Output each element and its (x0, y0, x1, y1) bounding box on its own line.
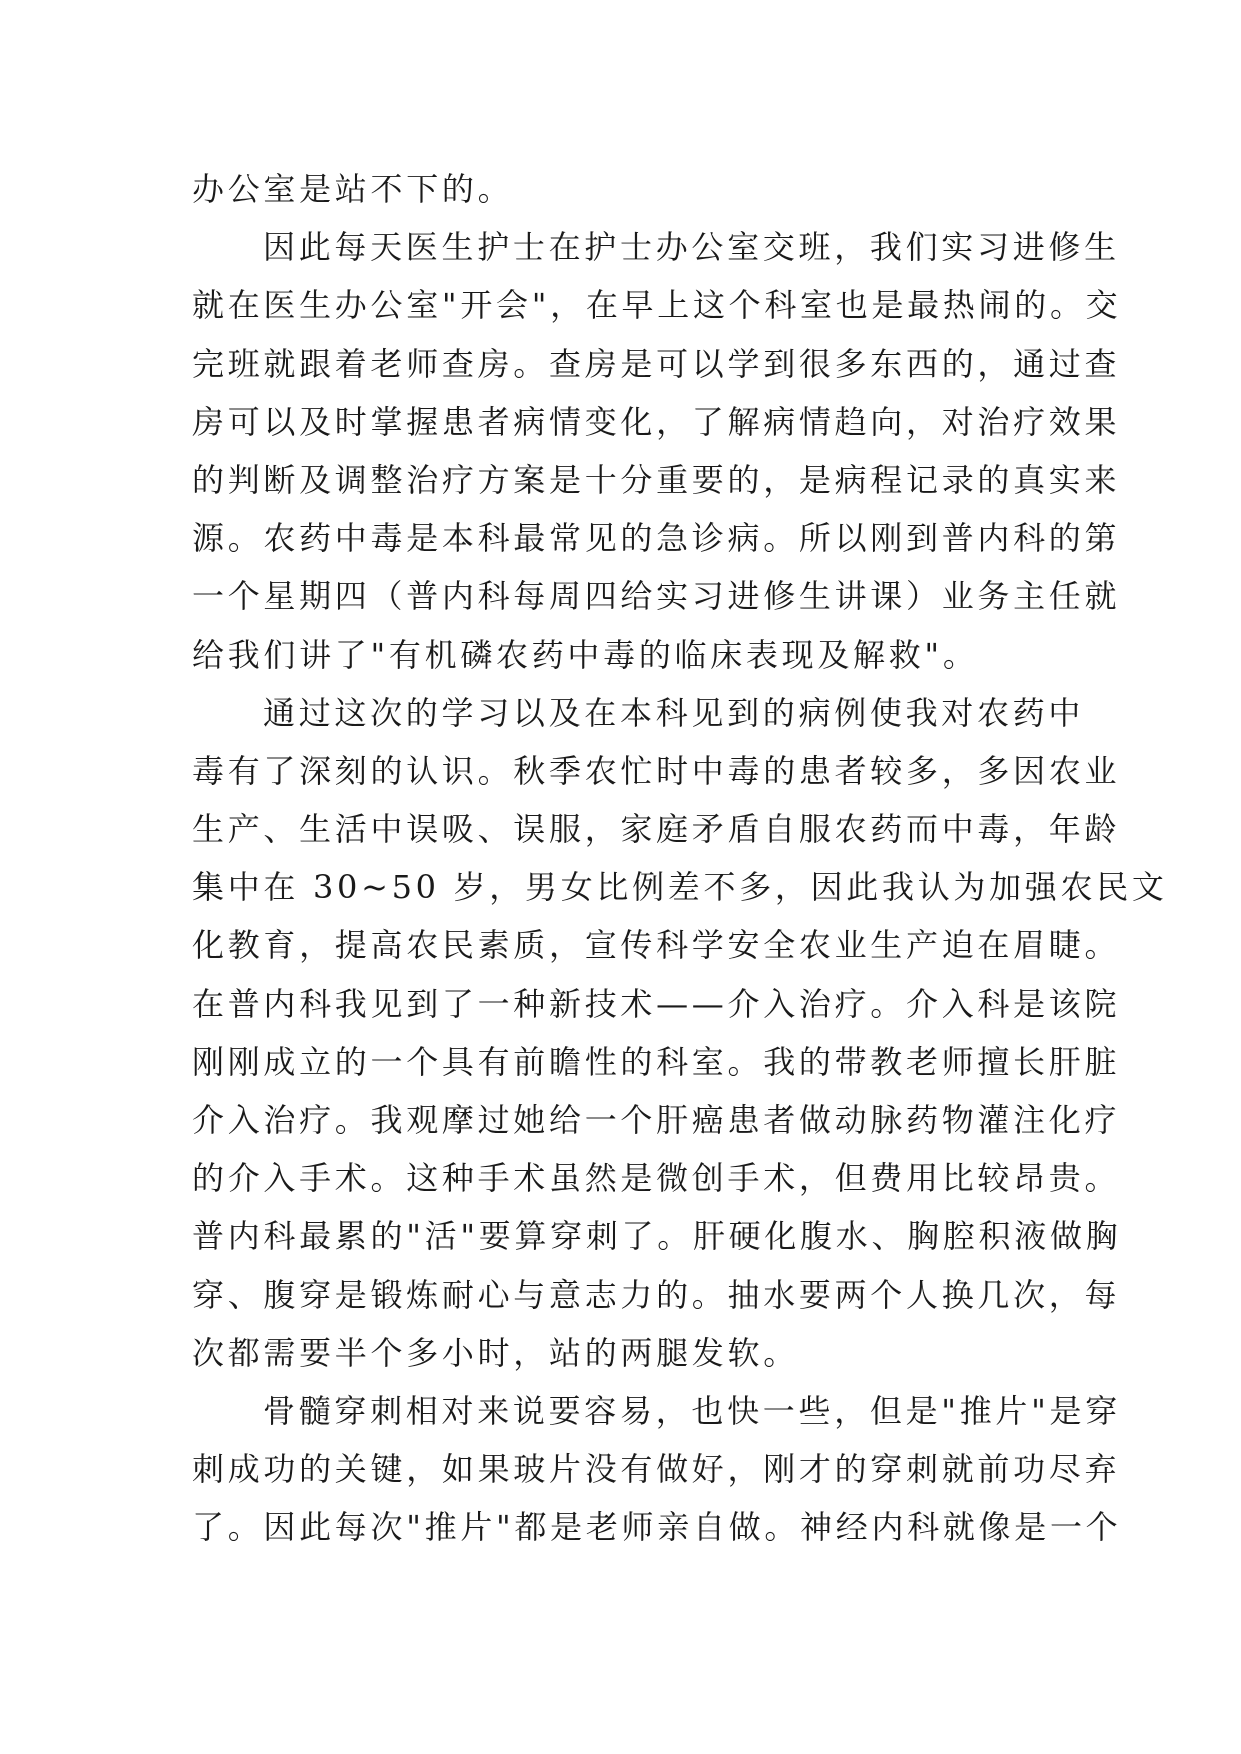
text-line: 办公室是站不下的。 (192, 170, 514, 208)
text-line: 源。农药中毒是本科最常见的急诊病。所以刚到普内科的第 (192, 519, 1121, 558)
text-line: 集中在 30~50 岁，男女比例差不多，因此我认为加强农民文 (192, 868, 1168, 907)
text-line: 刺成功的关键，如果玻片没有做好，刚才的穿刺就前功尽弃 (192, 1450, 1121, 1489)
text-line: 化教育，提高农民素质，宣传科学安全农业生产迫在眉睫。 (192, 926, 1121, 965)
text-line: 的介入手术。这种手术虽然是微创手术，但费用比较昂贵。 (192, 1159, 1121, 1198)
text-line: 在普内科我见到了一种新技术——介入治疗。介入科是该院 (192, 984, 1121, 1023)
text-line: 毒有了深刻的认识。秋季农忙时中毒的患者较多，多因农业 (192, 751, 1121, 790)
text-line: 通过这次的学习以及在本科见到的病例使我对农药中 (263, 693, 1085, 732)
text-line: 房可以及时掌握患者病情变化，了解病情趋向，对治疗效果 (192, 402, 1121, 441)
text-line: 就在医生办公室"开会"，在早上这个科室也是最热闹的。交 (192, 286, 1122, 325)
text-line: 完班就跟着老师查房。查房是可以学到很多东西的，通过查 (192, 344, 1121, 383)
text-line: 生产、生活中误吸、误服，家庭矛盾自服农药而中毒，年龄 (192, 810, 1121, 849)
text-line: 的判断及调整治疗方案是十分重要的，是病程记录的真实来 (192, 460, 1121, 499)
text-line: 普内科最累的"活"要算穿刺了。肝硬化腹水、胸腔积液做胸 (192, 1217, 1122, 1256)
text-line: 介入治疗。我观摩过她给一个肝癌患者做动脉药物灌注化疗 (192, 1101, 1121, 1139)
text-line: 次都需要半个多小时，站的两腿发软。 (192, 1333, 799, 1372)
text-line: 骨髓穿刺相对来说要容易，也快一些，但是"推片"是穿 (263, 1391, 1121, 1430)
text-line: 刚刚成立的一个具有前瞻性的科室。我的带教老师擅长肝脏 (192, 1042, 1121, 1081)
text-line: 穿、腹穿是锻炼耐心与意志力的。抽水要两个人换几次，每 (192, 1275, 1121, 1314)
text-line: 因此每天医生护士在护士办公室交班，我们实习进修生 (263, 228, 1120, 267)
text-line: 给我们讲了"有机磷农药中毒的临床表现及解救"。 (192, 635, 979, 674)
text-line: 一个星期四（普内科每周四给实习进修生讲课）业务主任就 (192, 577, 1121, 616)
text-line: 了。因此每次"推片"都是老师亲自做。神经内科就像是一个 (192, 1508, 1122, 1547)
body-text (192, 160, 1168, 1557)
